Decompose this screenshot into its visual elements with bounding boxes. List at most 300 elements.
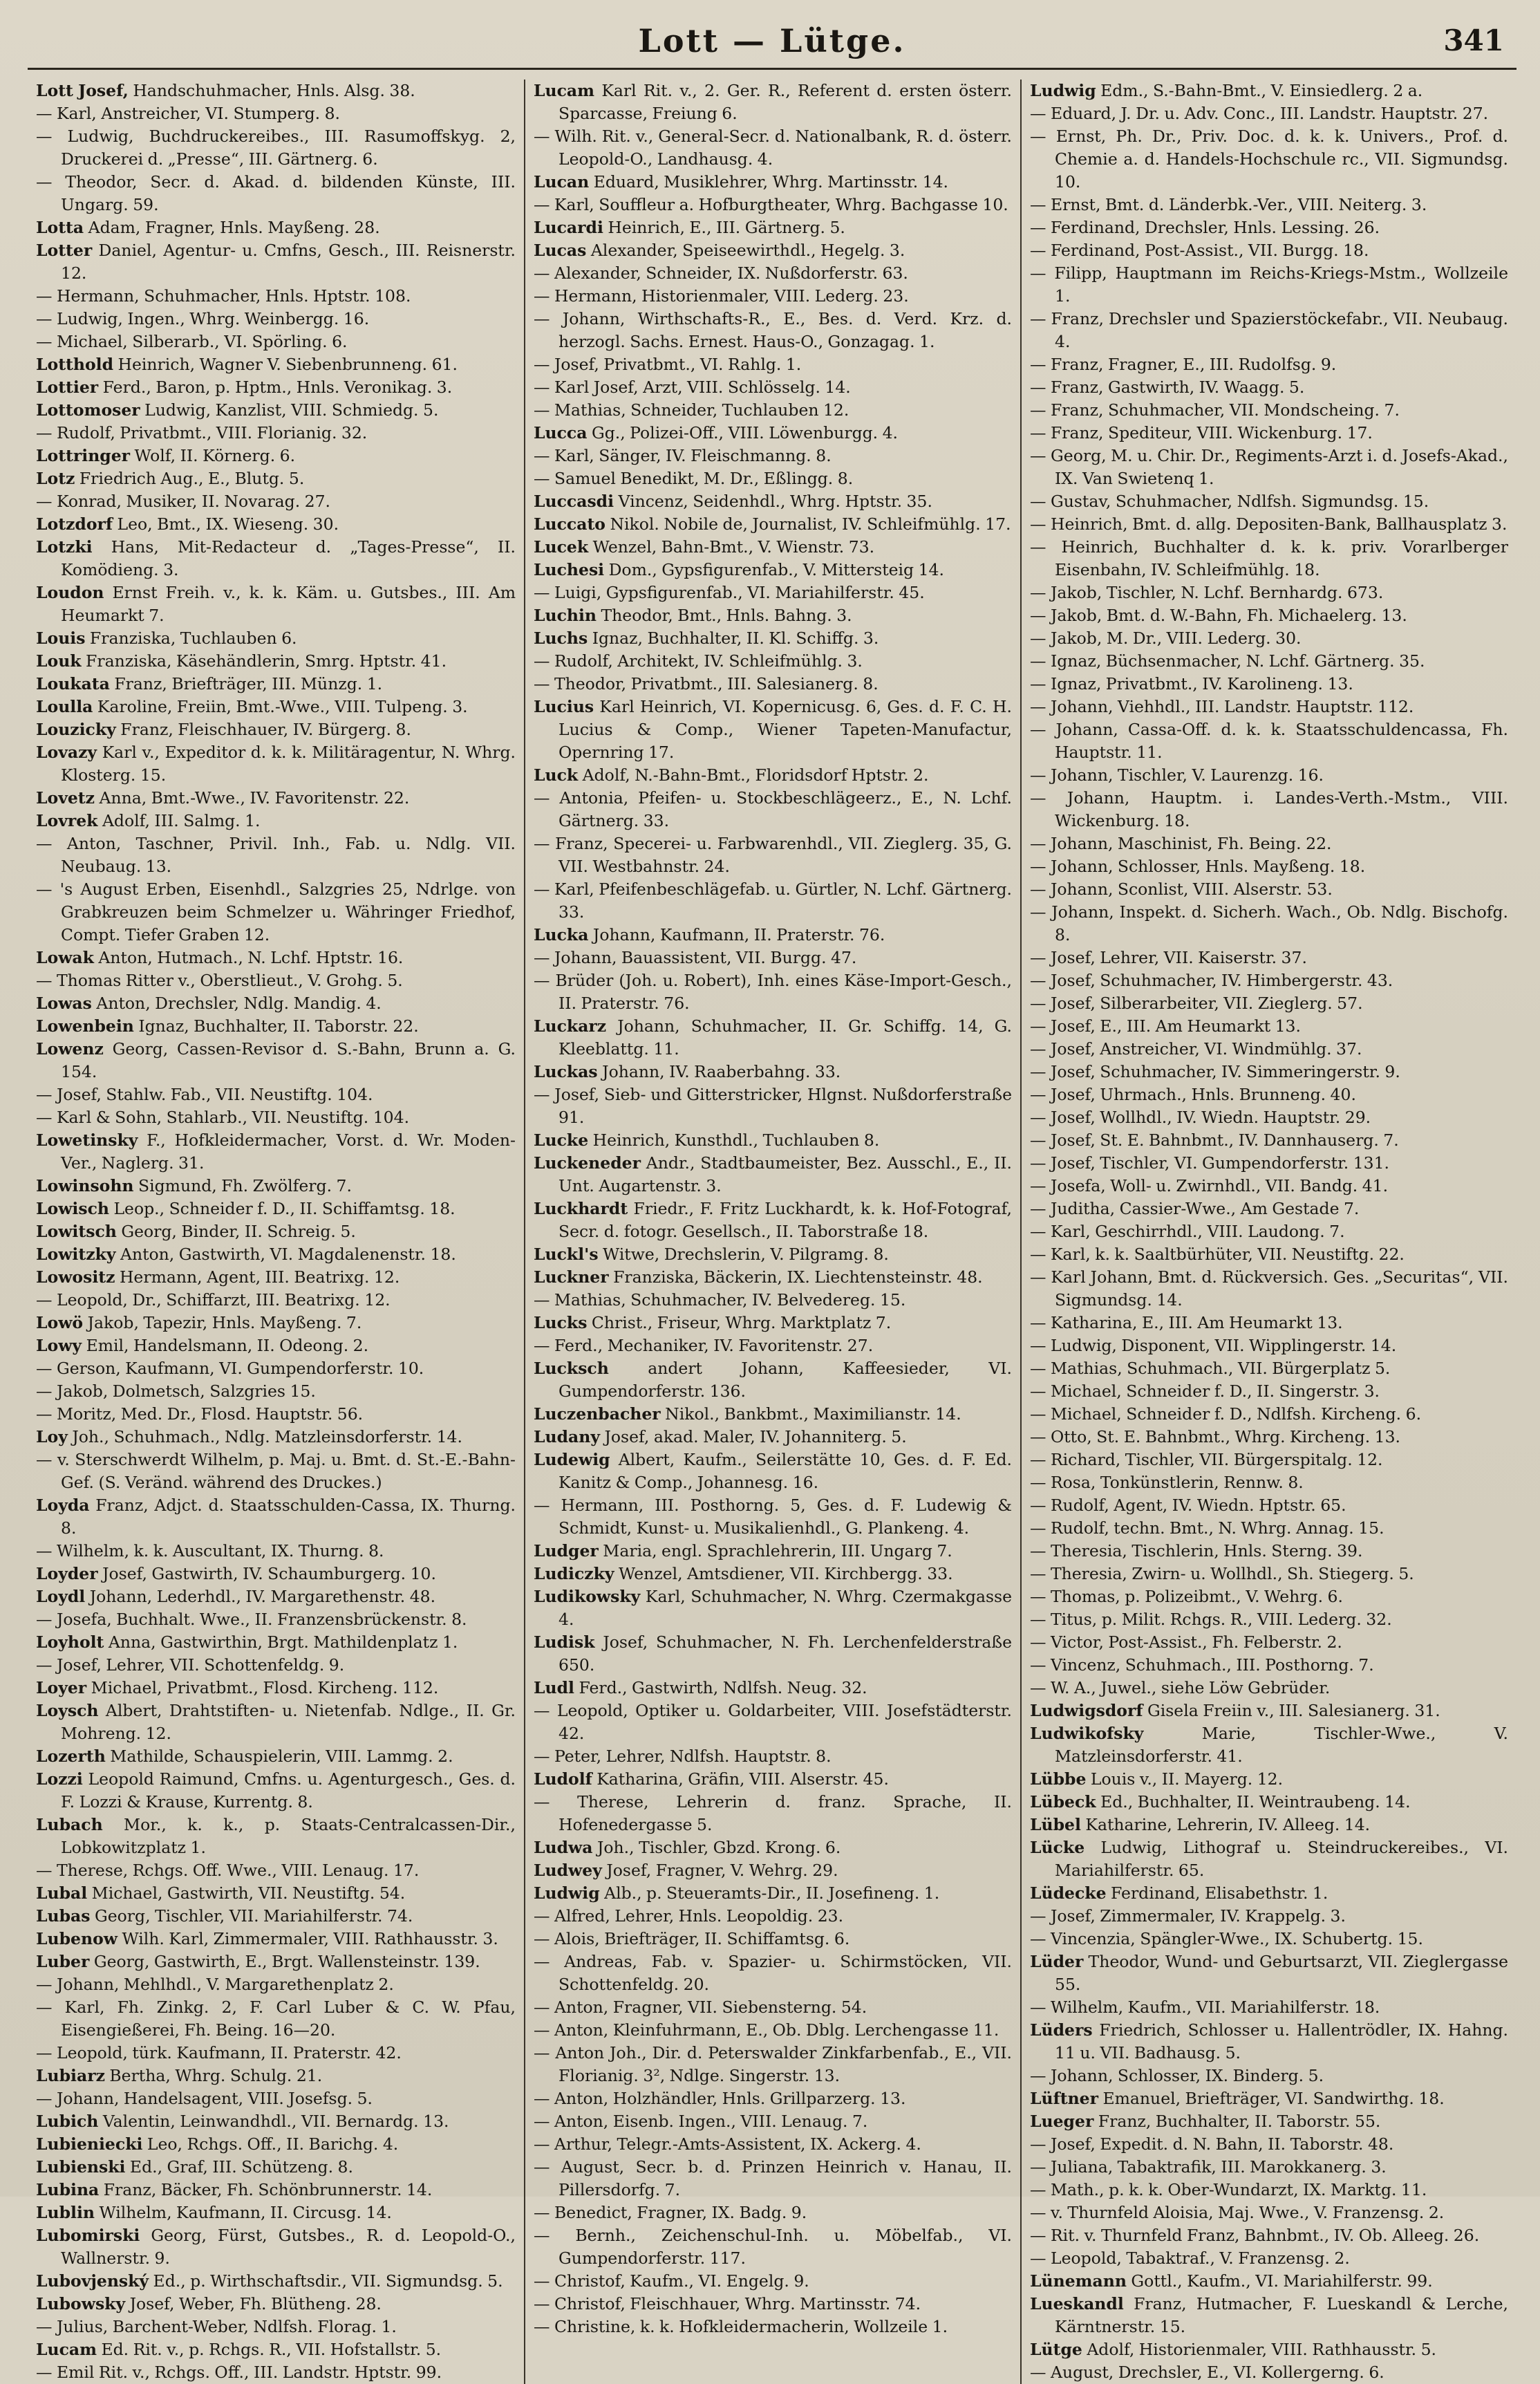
entry-surname: Lütge: [1030, 2340, 1082, 2359]
entry-details: — Rosa, Tonkünstlerin, Rennw. 8.: [1030, 1473, 1304, 1492]
entry-details: — Juditha, Cassier-Wwe., Am Gestade 7.: [1030, 1199, 1360, 1218]
entry-surname: Loudon: [36, 583, 104, 602]
entry-details: — Andreas, Fab. v. Spazier- u. Schirmstöcken, VII. Schottenfeldg. 20.: [534, 1952, 1012, 1994]
entry-details: Albert, Drahtstiften- u. Nietenfab. Ndlge., II. Gr. Mohreng. 12.: [61, 1701, 516, 1743]
directory-entry: [534, 969, 1012, 1015]
entry-details: Wolf, II. Körnerg. 6.: [130, 446, 296, 465]
entry-details: — August, Secr. b. d. Prinzen Heinrich v. Hanau, II. Pillersdorfg. 7.: [534, 2157, 1012, 2199]
entry-details: — Wilhelm, Kaufm., VII. Mariahilferstr. 18.: [1030, 1997, 1380, 2017]
directory-entry: [36, 1106, 516, 1129]
entry-details: Johann, Lederhdl., IV. Margarethenstr. 48.: [85, 1587, 436, 1606]
entry-details: — Benedict, Fragner, IX. Badg. 9.: [534, 2203, 807, 2222]
entry-details: — Josefa, Buchhalt. Wwe., II. Franzensbrückenstr. 8.: [36, 1610, 467, 1629]
entry-details: — Christof, Kaufm., VI. Engelg. 9.: [534, 2271, 809, 2291]
directory-entry: [1030, 513, 1508, 536]
entry-details: — Karl Johann, Bmt. d. Rückversich. Ges. „Securitas“, VII. Sigmundsg. 14.: [1030, 1267, 1508, 1310]
directory-entry: [534, 536, 1012, 559]
directory-entry: [36, 1494, 516, 1540]
entry-details: — Christof, Fleischhauer, Whrg. Martinsstr. 74.: [534, 2294, 921, 2313]
directory-entry: [1030, 1198, 1508, 1220]
directory-entry: [1030, 1061, 1508, 1083]
entry-details: — Therese, Rchgs. Off. Wwe., VIII. Lenaug. 17.: [36, 1861, 420, 1880]
entry-details: Heinrich, E., III. Gärtnerg. 5.: [603, 218, 845, 237]
directory-entry: [1030, 262, 1508, 308]
directory-entry: [1030, 1814, 1508, 1836]
entry-details: — Johann, Cassa-Off. d. k. k. Staatsschuldencassa, Fh. Hauptstr. 11.: [1030, 720, 1508, 762]
entry-surname: Ludl: [534, 1678, 574, 1697]
entry-details: Louis v., II. Mayerg. 12.: [1086, 1769, 1284, 1789]
entry-details: Karl v., Expeditor d. k. k. Militäragentur, N. Whrg. Klosterg. 15.: [61, 743, 516, 785]
entry-details: — Rit. v. Thurnfeld Franz, Bahnbmt., IV. Ob. Alleeg. 26.: [1030, 2226, 1480, 2245]
entry-surname: Lucas: [534, 241, 587, 260]
entry-details: — Moritz, Med. Dr., Flosd. Hauptstr. 56.: [36, 1404, 364, 1424]
entry-details: — Theodor, Secr. d. Akad. d. bildenden Künste, III. Ungarg. 59.: [36, 172, 516, 214]
entry-details: Josef, akad. Maler, IV. Johanniterg. 5.: [600, 1427, 907, 1446]
directory-entry: [36, 2224, 516, 2270]
entry-details: Emanuel, Briefträger, VI. Sandwirthg. 18.: [1098, 2089, 1445, 2108]
entry-details: — Peter, Lehrer, Ndlfsh. Hauptstr. 8.: [534, 1747, 832, 1766]
directory-entry: [1030, 2087, 1508, 2110]
entry-details: Mathilde, Schauspielerin, VIII. Lammg. 2.: [105, 1747, 453, 1766]
entry-details: — Karl, Pfeifenbeschlägefab. u. Gürtler, N. Lchf. Gärtnerg. 33.: [534, 879, 1012, 922]
directory-entry: [36, 422, 516, 445]
directory-entry: [534, 1905, 1012, 1928]
entry-details: Josef, Fragner, V. Wehrg. 29.: [601, 1861, 838, 1880]
directory-entry: [534, 2156, 1012, 2201]
entry-details: Leop., Schneider f. D., II. Schiffamtsg. 18.: [109, 1199, 456, 1218]
directory-entry: [36, 1243, 516, 1266]
directory-entry: [36, 2293, 516, 2316]
entry-details: — 's August Erben, Eisenhdl., Salzgries 25, Ndrlge. von Grabkreuzen beim Schmelzer u. Währinger Friedhof, Compt. Tiefer Graben 12.: [36, 879, 516, 944]
directory-entry: [534, 1745, 1012, 1768]
directory-entry: [534, 171, 1012, 194]
entry-surname: Lowisch: [36, 1199, 109, 1218]
directory-entry: [1030, 1380, 1508, 1403]
entry-surname: Lowenbein: [36, 1016, 134, 1036]
entry-details: — Josef, Uhrmach., Hnls. Brunneng. 40.: [1030, 1085, 1356, 1104]
directory-entry: [36, 1540, 516, 1563]
entry-surname: Louk: [36, 651, 82, 671]
directory-entry: [1030, 125, 1508, 194]
entry-details: Marie, Tischler-Wwe., V. Matzleinsdorferstr. 41.: [1055, 1724, 1508, 1766]
entry-details: — Thomas, p. Polizeibmt., V. Wehrg. 6.: [1030, 1587, 1343, 1606]
directory-entry: [36, 650, 516, 673]
directory-entry: [534, 1677, 1012, 1699]
entry-details: Georg, Gastwirth, E., Brgt. Wallensteinstr. 139.: [89, 1952, 480, 1971]
entry-details: Josef, Gastwirth, IV. Schaumburgerg. 10.: [97, 1564, 436, 1583]
directory-entry: [1030, 2293, 1508, 2338]
directory-entry: [534, 467, 1012, 490]
entry-details: — Johann, Maschinist, Fh. Being. 22.: [1030, 834, 1332, 853]
directory-entry: [534, 445, 1012, 467]
directory-entry: [36, 376, 516, 399]
entry-details: Witwe, Drechslerin, V. Pilgramg. 8.: [598, 1245, 889, 1264]
entry-details: — Karl, Sänger, IV. Fleischmanng. 8.: [534, 446, 832, 465]
entry-details: Adam, Fragner, Hnls. Mayßeng. 28.: [84, 218, 380, 237]
directory-entry: [1030, 1243, 1508, 1266]
directory-entry: [534, 376, 1012, 399]
entry-details: — Mathias, Schuhmacher, IV. Belvedereg. 15.: [534, 1290, 906, 1310]
entry-surname: Lucam: [36, 2340, 97, 2359]
entry-details: — Franz, Specerei- u. Farbwarenhdl., VII. Zieglerg. 35, G. VII. Westbahnstr. 24.: [534, 834, 1012, 876]
entry-details: Wilh. Karl, Zimmermaler, VIII. Rathhausstr. 3.: [117, 1929, 498, 1948]
directory-entry: [36, 2361, 516, 2384]
entry-details: Eduard, Musiklehrer, Whrg. Martinsstr. 14.: [589, 172, 949, 192]
entry-details: Karl Rit. v., 2. Ger. R., Referent d. ersten österr. Sparcasse, Freiung 6.: [558, 81, 1012, 123]
directory-entry: [1030, 1266, 1508, 1312]
directory-entry: [36, 1129, 516, 1175]
entry-details: Gottl., Kaufm., VI. Mariahilferstr. 99.: [1126, 2271, 1433, 2291]
entry-details: — Karl, k. k. Saaltbürhüter, VII. Neustiftg. 22.: [1030, 1245, 1405, 1264]
entry-details: — Alois, Briefträger, II. Schiffamtsg. 6.: [534, 1929, 850, 1948]
entry-surname: Ludolf: [534, 1769, 592, 1789]
directory-entry: [36, 102, 516, 125]
directory-entry: [1030, 1631, 1508, 1654]
entry-details: — Karl Josef, Arzt, VIII. Schlösselg. 14.: [534, 378, 851, 397]
entry-surname: Lotzdorf: [36, 514, 113, 534]
entry-details: — Michael, Silberarb., VI. Spörling. 6.: [36, 332, 348, 351]
directory-entry: [534, 1882, 1012, 1905]
entry-details: Karl Heinrich, VI. Kopernicusg. 6, Ges. d. F. C. H. Lucius & Comp., Wiener Tapeten-Manufactur, Opernring 17.: [558, 697, 1012, 762]
directory-entry: [534, 1494, 1012, 1540]
entry-details: Maria, engl. Sprachlehrerin, III. Ungarg 7.: [598, 1541, 952, 1561]
entry-details: Katharine, Lehrerin, IV. Alleeg. 14.: [1080, 1815, 1371, 1834]
directory-entry: [36, 2133, 516, 2156]
entry-details: Christ., Friseur, Whrg. Marktplatz 7.: [587, 1313, 892, 1332]
entry-details: — Karl, Anstreicher, VI. Stumperg. 8.: [36, 104, 341, 123]
directory-entry: [534, 604, 1012, 627]
entry-surname: Lovazy: [36, 743, 97, 762]
directory-entry: [1030, 2065, 1508, 2087]
entry-surname: Ludwigsdorf: [1030, 1701, 1143, 1720]
directory-entry: [36, 1950, 516, 1973]
directory-entry: [1030, 1175, 1508, 1198]
directory-entry: [1030, 1608, 1508, 1631]
directory-entry: [1030, 2361, 1508, 2384]
entry-details: Leopold Raimund, Cmfns. u. Agenturgesch., Ges. d. F. Lozzi & Krause, Kurrentg. 8.: [61, 1769, 516, 1812]
entry-details: — Josefa, Woll- u. Zwirnhdl., VII. Bandg. 41.: [1030, 1176, 1389, 1195]
entry-details: — Vincenz, Schuhmach., III. Posthorng. 7.: [1030, 1655, 1374, 1675]
entry-details: — Jakob, Dolmetsch, Salzgries 15.: [36, 1381, 316, 1401]
directory-entry: [534, 559, 1012, 581]
entry-details: — Ludwig, Buchdruckereibes., III. Rasumoffskyg. 2, Druckerei d. „Presse“, III. Gärtnerg. 6.: [36, 127, 516, 169]
entry-details: Wenzel, Bahn-Bmt., V. Wienstr. 73.: [588, 537, 875, 557]
directory-columns: [28, 80, 1516, 2382]
entry-details: — Karl, Fh. Zinkg. 2, F. Carl Luber & C. W. Pfau, Eisengießerei, Fh. Being. 16—20.: [36, 1997, 516, 2040]
directory-entry: [534, 1563, 1012, 1585]
entry-details: — Eduard, J. Dr. u. Adv. Conc., III. Landstr. Hauptstr. 27.: [1030, 104, 1489, 123]
entry-details: — Josef, Lehrer, VII. Kaiserstr. 37.: [1030, 948, 1307, 967]
directory-entry: [36, 1882, 516, 1905]
directory-entry: [36, 1289, 516, 1312]
entry-details: — Josef, Expedit. d. N. Bahn, II. Taborstr. 48.: [1030, 2134, 1394, 2154]
directory-entry: [534, 2133, 1012, 2156]
directory-entry: [36, 2179, 516, 2201]
entry-surname: Lucardi: [534, 218, 603, 237]
directory-entry: [534, 673, 1012, 696]
entry-details: — Josef, St. E. Bahnbmt., IV. Dannhauserg. 7.: [1030, 1130, 1399, 1150]
entry-details: — Theresia, Zwirn- u. Wollhdl., Sh. Stiegerg. 5.: [1030, 1564, 1414, 1583]
entry-surname: Lowy: [36, 1336, 82, 1355]
directory-entry: [1030, 581, 1508, 604]
directory-entry: [534, 1243, 1012, 1266]
directory-entry: [36, 1083, 516, 1106]
entry-surname: Lücke: [1030, 1838, 1085, 1857]
directory-entry: [36, 969, 516, 992]
entry-surname: Luckeneder: [534, 1153, 641, 1173]
directory-entry: [1030, 2270, 1508, 2293]
entry-surname: Lottier: [36, 378, 99, 397]
entry-details: Georg, Cassen-Revisor d. S.-Bahn, Brunn a. G. 154.: [61, 1039, 516, 1081]
entry-surname: Lotta: [36, 218, 84, 237]
entry-details: andert Johann, Kaffeesieder, VI. Gumpendorferstr. 136.: [558, 1359, 1012, 1401]
entry-details: Dom., Gypsfigurenfab., V. Mittersteig 14.: [604, 560, 944, 579]
entry-details: Georg, Fürst, Gutsbes., R. d. Leopold-O., Wallnerstr. 9.: [61, 2226, 516, 2268]
directory-entry: [1030, 536, 1508, 581]
entry-details: — Johann, Sconlist, VIII. Alserstr. 53.: [1030, 879, 1333, 899]
entry-details: Josef, Weber, Fh. Blütheng. 28.: [125, 2294, 382, 2313]
directory-entry: [534, 1449, 1012, 1494]
entry-details: — Josef, Privatbmt., VI. Rahlg. 1.: [534, 355, 802, 374]
entry-surname: Lübbe: [1030, 1769, 1087, 1789]
directory-entry: [1030, 1677, 1508, 1699]
directory-entry: [534, 627, 1012, 650]
entry-details: — Franz, Fragner, E., III. Rudolfsg. 9.: [1030, 355, 1337, 374]
directory-entry: [36, 1403, 516, 1426]
entry-surname: Lucius: [534, 697, 594, 716]
entry-details: Anton, Hutmach., N. Lchf. Hptstr. 16.: [93, 948, 404, 967]
entry-surname: Lowitzky: [36, 1245, 116, 1264]
entry-details: — Rudolf, Privatbmt., VIII. Florianig. 32.: [36, 423, 368, 443]
entry-details: — Alexander, Schneider, IX. Nußdorferstr. 63.: [534, 263, 908, 283]
directory-entry: [1030, 696, 1508, 718]
entry-details: — Mathias, Schuhmach., VII. Bürgerplatz 5.: [1030, 1359, 1391, 1378]
directory-entry: [534, 1152, 1012, 1198]
entry-details: — Ferdinand, Post-Assist., VII. Burgg. 18.: [1030, 241, 1369, 260]
directory-entry: [1030, 1768, 1508, 1791]
directory-entry: [36, 1745, 516, 1768]
entry-details: Nikol., Bankbmt., Maximilianstr. 14.: [660, 1404, 961, 1424]
directory-entry: [36, 308, 516, 330]
entry-details: F., Hofkleidermacher, Vorst. d. Wr. Moden-Ver., Naglerg. 31.: [61, 1130, 516, 1173]
entry-surname: Lubina: [36, 2180, 100, 2199]
entry-details: — Titus, p. Milit. Rchgs. R., VIII. Lederg. 32.: [1030, 1610, 1392, 1629]
entry-details: — Leopold, türk. Kaufmann, II. Praterstr. 42.: [36, 2043, 402, 2062]
entry-details: Anna, Bmt.-Wwe., IV. Favoritenstr. 22.: [95, 788, 410, 808]
entry-surname: Luckner: [534, 1267, 609, 1287]
entry-details: — Theodor, Privatbmt., III. Salesianerg. 8.: [534, 674, 879, 693]
entry-details: Emil, Handelsmann, II. Odeong. 2.: [82, 1336, 369, 1355]
directory-entry: [36, 513, 516, 536]
directory-entry: [36, 1859, 516, 1882]
entry-details: Wilhelm, Kaufmann, II. Circusg. 14.: [94, 2203, 392, 2222]
directory-entry: [534, 308, 1012, 353]
entry-details: Wenzel, Amtsdiener, VII. Kirchbergg. 33.: [614, 1564, 953, 1583]
entry-details: Ignaz, Buchhalter, II. Kl. Schiffg. 3.: [588, 628, 879, 648]
entry-details: — Ignaz, Büchsenmacher, N. Lchf. Gärtnerg. 35.: [1030, 651, 1425, 671]
entry-surname: Lucka: [534, 925, 589, 944]
entry-details: Bertha, Whrg. Schulg. 21.: [104, 2066, 323, 2085]
directory-entry: [534, 353, 1012, 376]
entry-details: — Hermann, Schuhmacher, Hnls. Hptstr. 108.: [36, 286, 411, 306]
directory-entry: [36, 581, 516, 627]
entry-details: — Rudolf, Architekt, IV. Schleifmühlg. 3.: [534, 651, 863, 671]
entry-details: — Ernst, Bmt. d. Länderbk.-Ver., VIII. Neiterg. 3.: [1030, 195, 1427, 214]
entry-surname: Lotter: [36, 241, 93, 260]
directory-entry: [534, 125, 1012, 171]
entry-details: — Mathias, Schneider, Tuchlauben 12.: [534, 400, 849, 420]
entry-details: Gg., Polizei-Off., VIII. Löwenburgg. 4.: [587, 423, 899, 443]
directory-entry: [1030, 216, 1508, 239]
entry-details: — Thomas Ritter v., Oberstlieut., V. Grohg. 5.: [36, 971, 403, 990]
entry-details: Friedrich, Schlosser u. Hallentrödler, IX. Hahng. 11 u. VII. Badhausg. 5.: [1055, 2020, 1508, 2062]
directory-entry: [36, 627, 516, 650]
directory-entry: [36, 2087, 516, 2110]
entry-surname: Lubovjenský: [36, 2271, 149, 2291]
entry-surname: Ludwikofsky: [1030, 1724, 1144, 1743]
directory-entry: [1030, 1220, 1508, 1243]
entry-surname: Lotz: [36, 469, 75, 488]
directory-entry: [36, 1312, 516, 1334]
entry-surname: Lublin: [36, 2203, 95, 2222]
directory-entry: [1030, 901, 1508, 947]
entry-surname: Luccasdi: [534, 492, 614, 511]
entry-details: Joh., Schuhmach., Ndlg. Matzleinsdorferstr. 14.: [67, 1427, 462, 1446]
entry-details: Heinrich, Wagner V. Siebenbrunneng. 61.: [113, 355, 458, 374]
directory-entry: [1030, 1699, 1508, 1722]
directory-entry: [1030, 2156, 1508, 2179]
entry-details: — Johann, Inspekt. d. Sicherh. Wach., Ob. Ndlg. Bischofg. 8.: [1030, 902, 1508, 944]
entry-details: Nikol. Nobile de, Journalist, IV. Schleifmühlg. 17.: [605, 514, 1011, 534]
entry-surname: Lucek: [534, 537, 589, 557]
directory-entry: [534, 1699, 1012, 1745]
entry-details: — Alfred, Lehrer, Hnls. Leopoldig. 23.: [534, 1906, 844, 1926]
entry-surname: Lucks: [534, 1313, 588, 1332]
entry-details: Franz, Bäcker, Fh. Schönbrunnerstr. 14.: [99, 2180, 433, 2199]
entry-details: — Georg, M. u. Chir. Dr., Regiments-Arzt i. d. Josefs-Akad., IX. Van Swietenq 1.: [1030, 446, 1508, 488]
entry-surname: Lubich: [36, 2112, 99, 2131]
directory-entry: [1030, 2201, 1508, 2224]
directory-entry: [36, 353, 516, 376]
entry-details: — Franz, Drechsler und Spazierstöckefabr., VII. Neubaug. 4.: [1030, 309, 1508, 351]
directory-entry: [534, 1289, 1012, 1312]
entry-details: Johann, Schuhmacher, II. Gr. Schiffg. 14, G. Kleeblattg. 11.: [558, 1016, 1012, 1059]
entry-surname: Ludger: [534, 1541, 599, 1561]
entry-details: — Josef, Wollhdl., IV. Wiedn. Hauptstr. 29.: [1030, 1108, 1371, 1127]
entry-surname: Lowö: [36, 1313, 84, 1332]
directory-entry: [1030, 1836, 1508, 1882]
directory-entry: [1030, 2179, 1508, 2201]
directory-entry: [534, 2224, 1012, 2270]
directory-entry: [36, 216, 516, 239]
directory-entry: [36, 1973, 516, 1996]
directory-entry: [1030, 1403, 1508, 1426]
entry-details: — Franz, Schuhmacher, VII. Mondscheing. 7.: [1030, 400, 1400, 420]
column-1: [28, 80, 524, 2384]
entry-surname: Ludisk: [534, 1632, 595, 1652]
entry-surname: Loydl: [36, 1587, 86, 1606]
entry-details: Michael, Gastwirth, VII. Neustiftg. 54.: [87, 1883, 406, 1903]
entry-details: Adolf, Historienmaler, VIII. Rathhausstr. 5.: [1082, 2340, 1437, 2359]
entry-details: — Josef, Zimmermaler, IV. Krappelg. 3.: [1030, 1906, 1346, 1926]
directory-entry: [1030, 194, 1508, 216]
entry-details: Adolf, N.-Bahn-Bmt., Floridsdorf Hptstr. 2.: [578, 765, 929, 785]
directory-entry: [36, 536, 516, 581]
entry-details: — W. A., Juwel., siehe Löw Gebrüder.: [1030, 1678, 1331, 1697]
directory-entry: [534, 1129, 1012, 1152]
directory-entry: [1030, 1015, 1508, 1038]
entry-details: — Jakob, Tischler, N. Lchf. Bernhardg. 673.: [1030, 583, 1384, 602]
directory-entry: [36, 467, 516, 490]
directory-entry: [36, 1266, 516, 1289]
directory-entry: [534, 80, 1012, 125]
entry-details: — Therese, Lehrerin d. franz. Sprache, II. Hofenedergasse 5.: [534, 1792, 1012, 1834]
entry-details: — Josef, Stahlw. Fab., VII. Neustiftg. 104.: [36, 1085, 373, 1104]
entry-details: Franz, Fleischhauer, IV. Bürgerg. 8.: [115, 720, 411, 739]
entry-details: Theodor, Wund- und Geburtsarzt, VII. Zieglergasse 55.: [1055, 1952, 1508, 1994]
directory-entry: [1030, 1928, 1508, 1950]
directory-entry: [534, 1312, 1012, 1334]
directory-entry: [1030, 1494, 1508, 1517]
directory-entry: [534, 1334, 1012, 1357]
entry-surname: Loulla: [36, 697, 93, 716]
entry-details: Vincenz, Seidenhdl., Whrg. Hptstr. 35.: [614, 492, 932, 511]
entry-surname: Luber: [36, 1952, 90, 1971]
entry-surname: Lowak: [36, 948, 94, 967]
entry-details: — Johann, Handelsagent, VIII. Josefsg. 5.: [36, 2089, 373, 2108]
entry-surname: Lübel: [1030, 1815, 1081, 1834]
directory-entry: [534, 1950, 1012, 1996]
entry-details: Edm., S.-Bahn-Bmt., V. Einsiedlerg. 2 a.: [1096, 81, 1423, 100]
entry-details: — Julius, Barchent-Weber, Ndlfsh. Florag. 1.: [36, 2317, 397, 2336]
entry-details: — Christine, k. k. Hofkleidermacherin, Wollzeile 1.: [534, 2317, 948, 2336]
entry-details: Ludwig, Lithograf u. Steindruckereibes., VI. Mariahilferstr. 65.: [1055, 1838, 1508, 1880]
directory-entry: [1030, 376, 1508, 399]
entry-surname: Lucan: [534, 172, 590, 192]
entry-surname: Lubenow: [36, 1929, 118, 1948]
entry-surname: Ludikowsky: [534, 1587, 641, 1606]
directory-entry: [36, 80, 516, 102]
entry-details: Franz, Buchhalter, II. Taborstr. 55.: [1093, 2112, 1381, 2131]
directory-entry: [534, 581, 1012, 604]
directory-entry: [534, 1836, 1012, 1859]
entry-details: — Josef, Schuhmacher, IV. Himbergerstr. 43.: [1030, 971, 1393, 990]
directory-entry: [36, 810, 516, 832]
entry-details: Alb., p. Steueramts-Dir., II. Josefineng. 1.: [599, 1883, 940, 1903]
directory-entry: [534, 696, 1012, 764]
directory-entry: [36, 445, 516, 467]
entry-details: Franz, Hutmacher, F. Lueskandl & Lerche, Kärntnerstr. 15.: [1055, 2294, 1508, 2336]
entry-surname: Lovetz: [36, 788, 95, 808]
directory-entry: [534, 1631, 1012, 1677]
entry-details: — Karl, Geschirrhdl., VIII. Laudong. 7.: [1030, 1222, 1345, 1241]
entry-details: Ernst Freih. v., k. k. Käm. u. Gutsbes., III. Am Heumarkt 7.: [61, 583, 516, 625]
entry-surname: Loysch: [36, 1701, 99, 1720]
entry-details: — Gustav, Schuhmacher, Ndlfsh. Sigmundsg. 15.: [1030, 492, 1429, 511]
entry-surname: Lubal: [36, 1883, 88, 1903]
directory-entry: [1030, 787, 1508, 832]
entry-details: Ed., p. Wirthschaftsdir., VII. Sigmundsg. 5.: [149, 2271, 503, 2291]
entry-details: Johann, Kaufmann, II. Praterstr. 76.: [588, 925, 885, 944]
entry-details: Ludwig, Kanzlist, VIII. Schmiedg. 5.: [140, 400, 439, 420]
directory-entry: [36, 673, 516, 696]
directory-entry: [36, 1699, 516, 1745]
entry-surname: Luckhardt: [534, 1199, 628, 1218]
directory-entry: [1030, 650, 1508, 673]
directory-entry: [36, 1585, 516, 1608]
entry-surname: Lubowsky: [36, 2294, 126, 2313]
entry-surname: Lucke: [534, 1130, 589, 1150]
